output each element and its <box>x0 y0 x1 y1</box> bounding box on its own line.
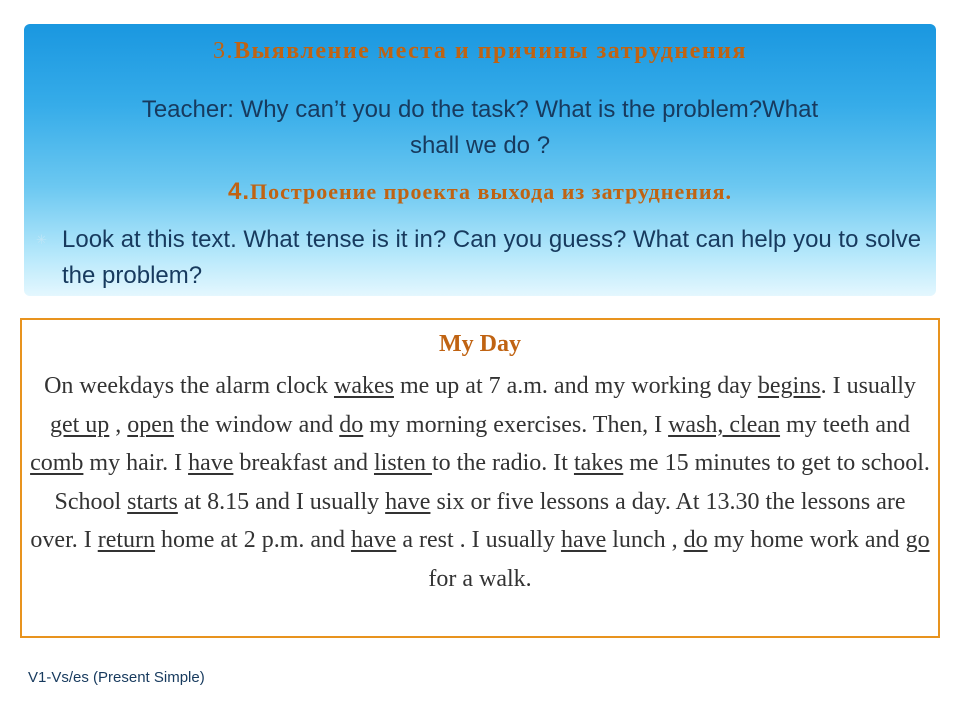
story-text: for a walk. <box>428 565 532 592</box>
verb-underlined: wash, clean <box>668 411 781 438</box>
verb-underlined: starts <box>127 488 178 515</box>
section-title: Построение проекта выхода из затруднения. <box>250 179 732 204</box>
verb-underlined: listen <box>373 450 432 476</box>
story-text: to the radio. It <box>431 450 574 476</box>
story-text: my morning exercises. Then, I <box>363 411 669 438</box>
text-title: My Day <box>439 331 521 357</box>
story-text: On weekdays the alarm clock <box>44 373 334 399</box>
verb-underlined: do <box>339 411 364 438</box>
story-text: breakfast and <box>233 450 374 476</box>
story-text: a rest . I usually <box>396 527 561 553</box>
footer-note: V1-Vs/es (Present Simple) <box>28 669 205 686</box>
story-text: me up at 7 a.m. and my working day <box>393 373 758 399</box>
asterisk-bullet-icon: ✳ <box>36 232 47 247</box>
task-text: Look at this text. What tense is it in? Can you guess? What can help you to solve the problem? <box>62 226 922 289</box>
verb-underlined: get up <box>49 411 110 438</box>
section-heading-4 <box>0 178 960 206</box>
story-text: my hair. I <box>83 450 189 476</box>
section-number: 3. <box>213 38 234 64</box>
teacher-question: Teacher: Why can’t you do the task? What is the problem?What shall we do ? <box>141 96 819 159</box>
story-text: my teeth and <box>780 411 911 438</box>
verb-underlined: begins <box>757 373 821 399</box>
verb-underlined: have <box>188 450 234 476</box>
story-text: . I usually <box>820 373 916 399</box>
section-heading-3 <box>0 38 960 65</box>
section-title: Выявление места и причины затруднения <box>234 38 747 64</box>
verb-underlined: comb <box>30 450 84 476</box>
verb-underlined: open <box>127 411 174 438</box>
verb-underlined: do <box>683 527 708 553</box>
verb-underlined: go <box>905 527 930 553</box>
story-text: the window and <box>173 411 340 438</box>
verb-underlined: have <box>351 527 397 553</box>
story-text: my home work and <box>707 527 906 553</box>
verb-underlined: wakes <box>333 373 394 399</box>
story-text: lunch , <box>606 527 684 553</box>
story-text: six or five lessons a day. At 13.30 the lessons are over. I <box>30 488 906 553</box>
verb-underlined: have <box>560 527 607 553</box>
story-text: home at 2 p.m. and <box>155 527 352 553</box>
story-text: , <box>109 411 128 438</box>
section-number: 4. <box>228 178 251 205</box>
verb-underlined: takes <box>573 450 624 476</box>
verb-underlined: return <box>97 527 156 553</box>
story-text: at 8.15 and I usually <box>177 488 386 515</box>
verb-underlined: have <box>385 488 431 515</box>
story-paragraph <box>28 367 932 598</box>
story-text: me 15 minutes to get to school. School <box>54 450 930 515</box>
